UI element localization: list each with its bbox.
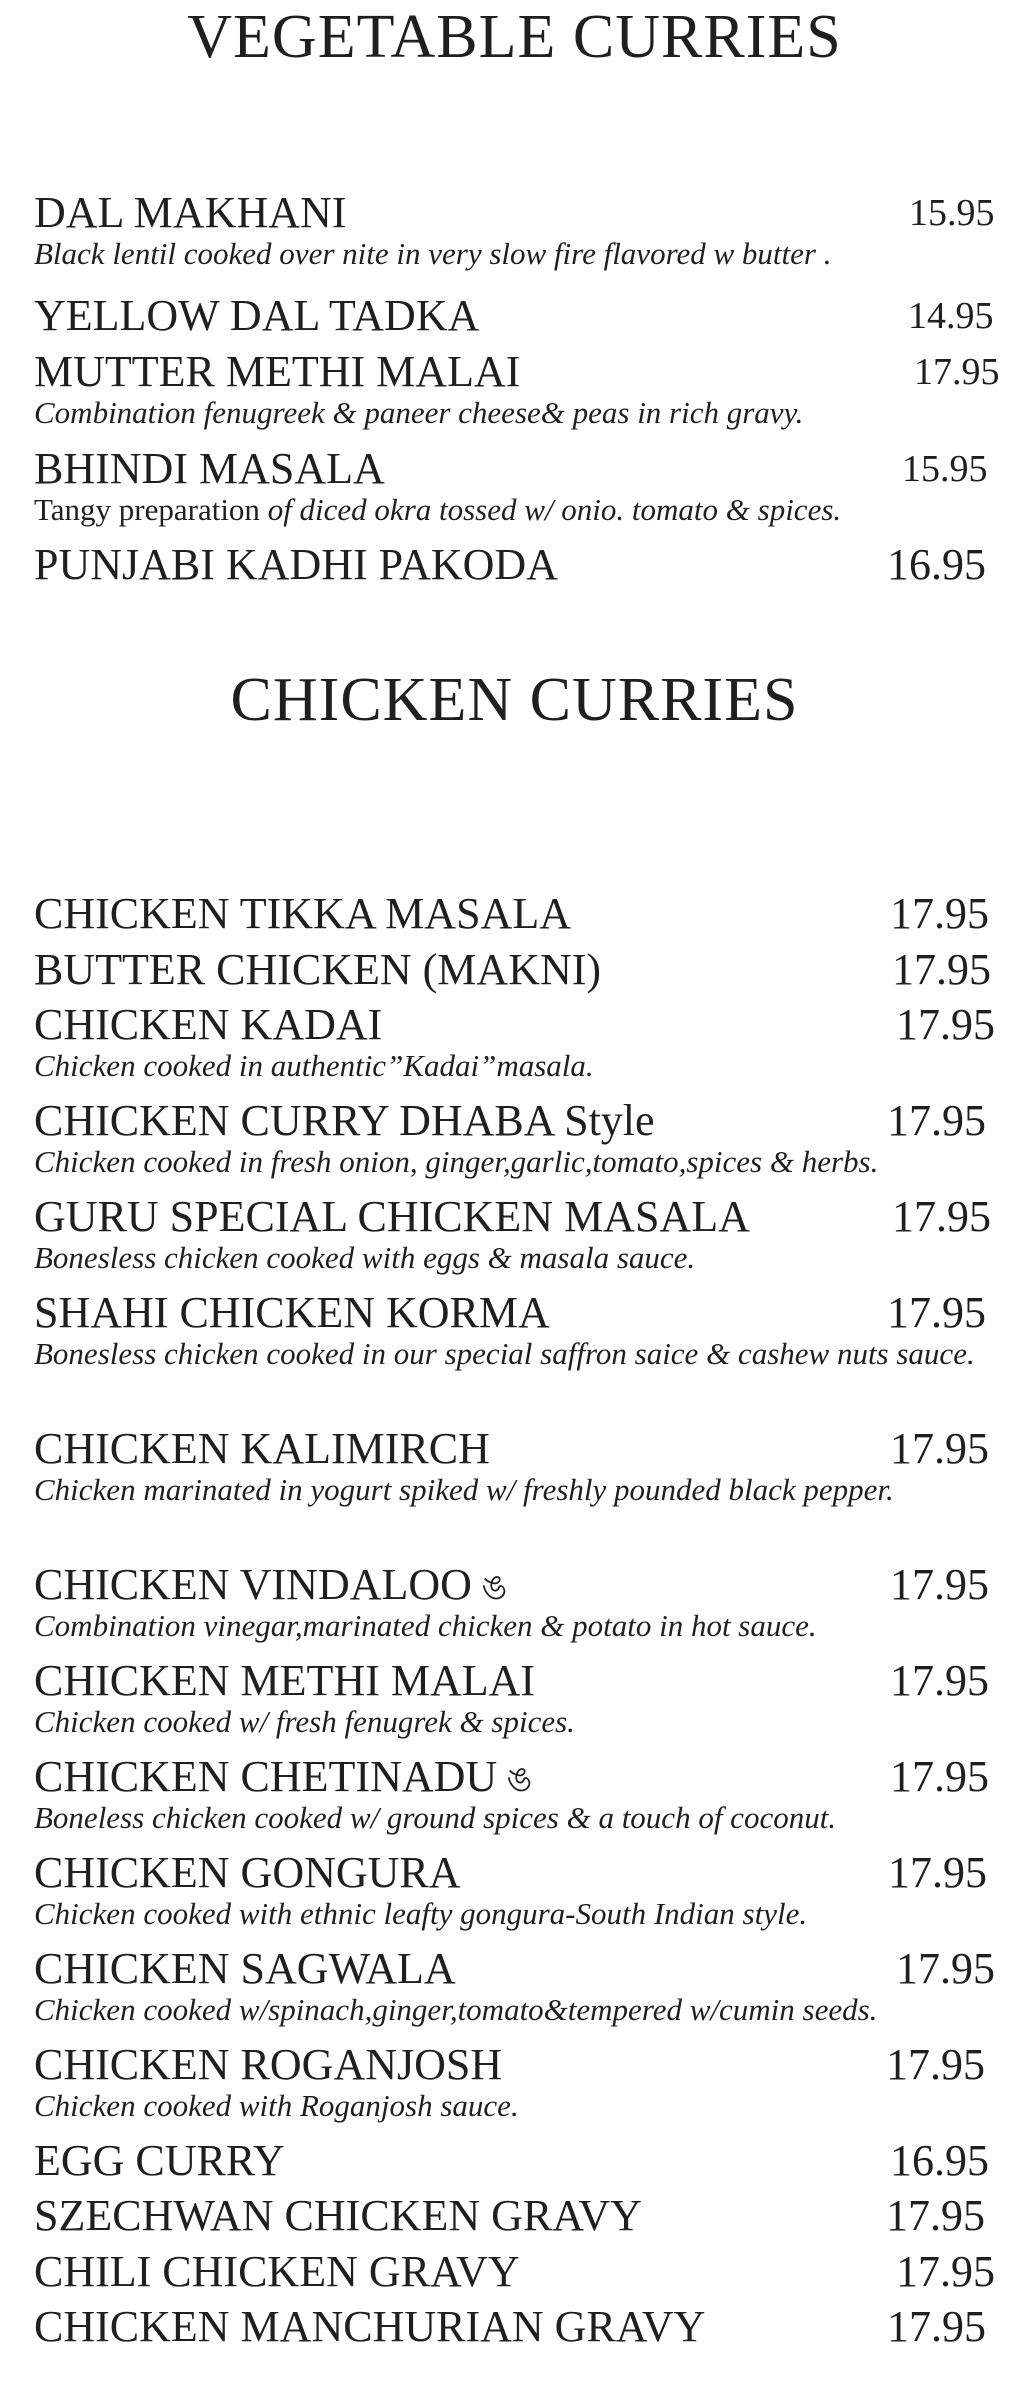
item-price: 17.95 bbox=[890, 889, 989, 938]
menu-item bbox=[34, 289, 999, 343]
item-name: CHICKEN CURRY DHABA Style bbox=[34, 1096, 655, 1145]
item-name: DAL MAKHANI bbox=[34, 188, 347, 237]
item-price: 14.95 bbox=[908, 295, 994, 337]
menu-item bbox=[34, 1750, 999, 1838]
item-description: Chicken cooked in authentic”Kadai”masala. bbox=[34, 1048, 594, 1083]
item-name: BHINDI MASALA bbox=[34, 444, 385, 493]
item-price: 16.95 bbox=[887, 540, 986, 589]
item-description bbox=[34, 490, 1004, 530]
item-price: 17.95 bbox=[887, 1288, 986, 1337]
item-name: CHICKEN TIKKA MASALA bbox=[34, 889, 571, 938]
item-price: 17.95 bbox=[896, 1944, 995, 1993]
item-name: SZECHWAN CHICKEN GRAVY bbox=[34, 2191, 642, 2240]
item-name: GURU SPECIAL CHICKEN MASALA bbox=[34, 1192, 750, 1241]
item-price: 17.95 bbox=[914, 351, 1000, 393]
item-price: 17.95 bbox=[886, 2191, 985, 2240]
menu-item bbox=[34, 998, 999, 1086]
item-description: Black lentil cooked over nite in very slow fire flavored w butter . bbox=[34, 236, 832, 271]
item-name: MUTTER METHI MALAI bbox=[34, 347, 521, 396]
menu-item bbox=[34, 1846, 999, 1934]
item-price: 15.95 bbox=[909, 192, 995, 234]
item-name: BUTTER CHICKEN (MAKNI) bbox=[34, 945, 602, 994]
item-price: 17.95 bbox=[896, 1000, 995, 1049]
item-description: Chicken cooked in fresh onion, ginger,garlic,tomato,spices & herbs. bbox=[34, 1144, 879, 1179]
item-description: Combination vinegar,marinated chicken & potato in hot sauce. bbox=[34, 1608, 817, 1643]
menu-item bbox=[34, 943, 999, 997]
menu-item bbox=[34, 1286, 999, 1374]
menu-item bbox=[34, 186, 999, 274]
item-name-text: CHICKEN CHETINADU bbox=[34, 1752, 498, 1801]
item-description-part: Tangy preparation bbox=[34, 492, 260, 527]
menu-item bbox=[34, 345, 999, 433]
item-description-part: of diced okra tossed w/ onio. tomato & spices. bbox=[259, 492, 842, 527]
item-price: 17.95 bbox=[886, 2040, 985, 2089]
item-name: CHICKEN ROGANJOSH bbox=[34, 2040, 503, 2089]
item-name: SHAHI CHICKEN KORMA bbox=[34, 1288, 550, 1337]
chili-pepper-icon: ঙ bbox=[478, 1568, 510, 1609]
item-name: CHICKEN GONGURA bbox=[34, 1848, 461, 1897]
item-name: CHICKEN KADAI bbox=[34, 1000, 383, 1049]
item-price: 17.95 bbox=[888, 1848, 987, 1897]
menu-item bbox=[34, 1190, 999, 1278]
item-price: 17.95 bbox=[890, 1752, 989, 1801]
item-description: Chicken cooked with Roganjosh sauce. bbox=[34, 2088, 519, 2123]
item-name: YELLOW DAL TADKA bbox=[34, 291, 480, 340]
item-price: 17.95 bbox=[896, 2247, 995, 2296]
item-description: Combination fenugreek & paneer cheese& peas in rich gravy. bbox=[34, 395, 804, 430]
item-name: CHILI CHICKEN GRAVY bbox=[34, 2247, 520, 2296]
item-price: 16.95 bbox=[890, 2136, 989, 2185]
item-name-text: CHICKEN VINDALOO bbox=[34, 1560, 472, 1609]
item-name bbox=[34, 1750, 536, 1808]
menu-item bbox=[34, 2245, 999, 2299]
menu-item bbox=[34, 442, 999, 530]
menu-item bbox=[34, 538, 999, 592]
item-price: 17.95 bbox=[890, 1424, 989, 1473]
item-price: 17.95 bbox=[887, 2302, 986, 2351]
menu-item bbox=[34, 2300, 999, 2354]
menu-item bbox=[34, 2189, 999, 2243]
item-description: Bonesless chicken cooked in our special saffron saice & cashew nuts sauce. bbox=[34, 1336, 975, 1371]
menu-item bbox=[34, 2134, 999, 2188]
section-title-vegetable: VEGETABLE CURRIES bbox=[187, 3, 842, 71]
item-name: CHICKEN KALIMIRCH bbox=[34, 1424, 490, 1473]
item-price: 17.95 bbox=[887, 1096, 986, 1145]
item-price: 17.95 bbox=[892, 945, 991, 994]
item-price: 15.95 bbox=[902, 448, 988, 490]
item-price: 17.95 bbox=[892, 1192, 991, 1241]
menu-item bbox=[34, 1422, 999, 1510]
menu-item bbox=[34, 1654, 999, 1742]
item-name bbox=[34, 1558, 510, 1616]
menu-item bbox=[34, 1094, 999, 1182]
item-description: Boneless chicken cooked w/ ground spices & a touch of coconut. bbox=[34, 1800, 837, 1835]
item-description: Chicken cooked w/spinach,ginger,tomato&tempered w/cumin seeds. bbox=[34, 1992, 878, 2027]
item-name: PUNJABI KADHI PAKODA bbox=[34, 540, 558, 589]
item-price: 17.95 bbox=[890, 1560, 989, 1609]
menu-item bbox=[34, 2038, 999, 2126]
chili-pepper-icon: ঙ bbox=[504, 1760, 536, 1801]
item-description: Chicken cooked w/ fresh fenugrek & spices. bbox=[34, 1704, 575, 1739]
item-name: CHICKEN METHI MALAI bbox=[34, 1656, 536, 1705]
item-name: CHICKEN SAGWALA bbox=[34, 1944, 456, 1993]
item-description: Chicken cooked with ethnic leafty gongura-South Indian style. bbox=[34, 1896, 808, 1931]
item-description: Chicken marinated in yogurt spiked w/ freshly pounded black pepper. bbox=[34, 1472, 894, 1507]
item-name: EGG CURRY bbox=[34, 2136, 285, 2185]
item-price: 17.95 bbox=[890, 1656, 989, 1705]
menu-item bbox=[34, 1558, 999, 1646]
menu-item bbox=[34, 887, 999, 941]
section-title-chicken: CHICKEN CURRIES bbox=[230, 666, 799, 734]
item-name: CHICKEN MANCHURIAN GRAVY bbox=[34, 2302, 706, 2351]
menu-item bbox=[34, 1942, 999, 2030]
item-description: Bonesless chicken cooked with eggs & masala sauce. bbox=[34, 1240, 696, 1275]
